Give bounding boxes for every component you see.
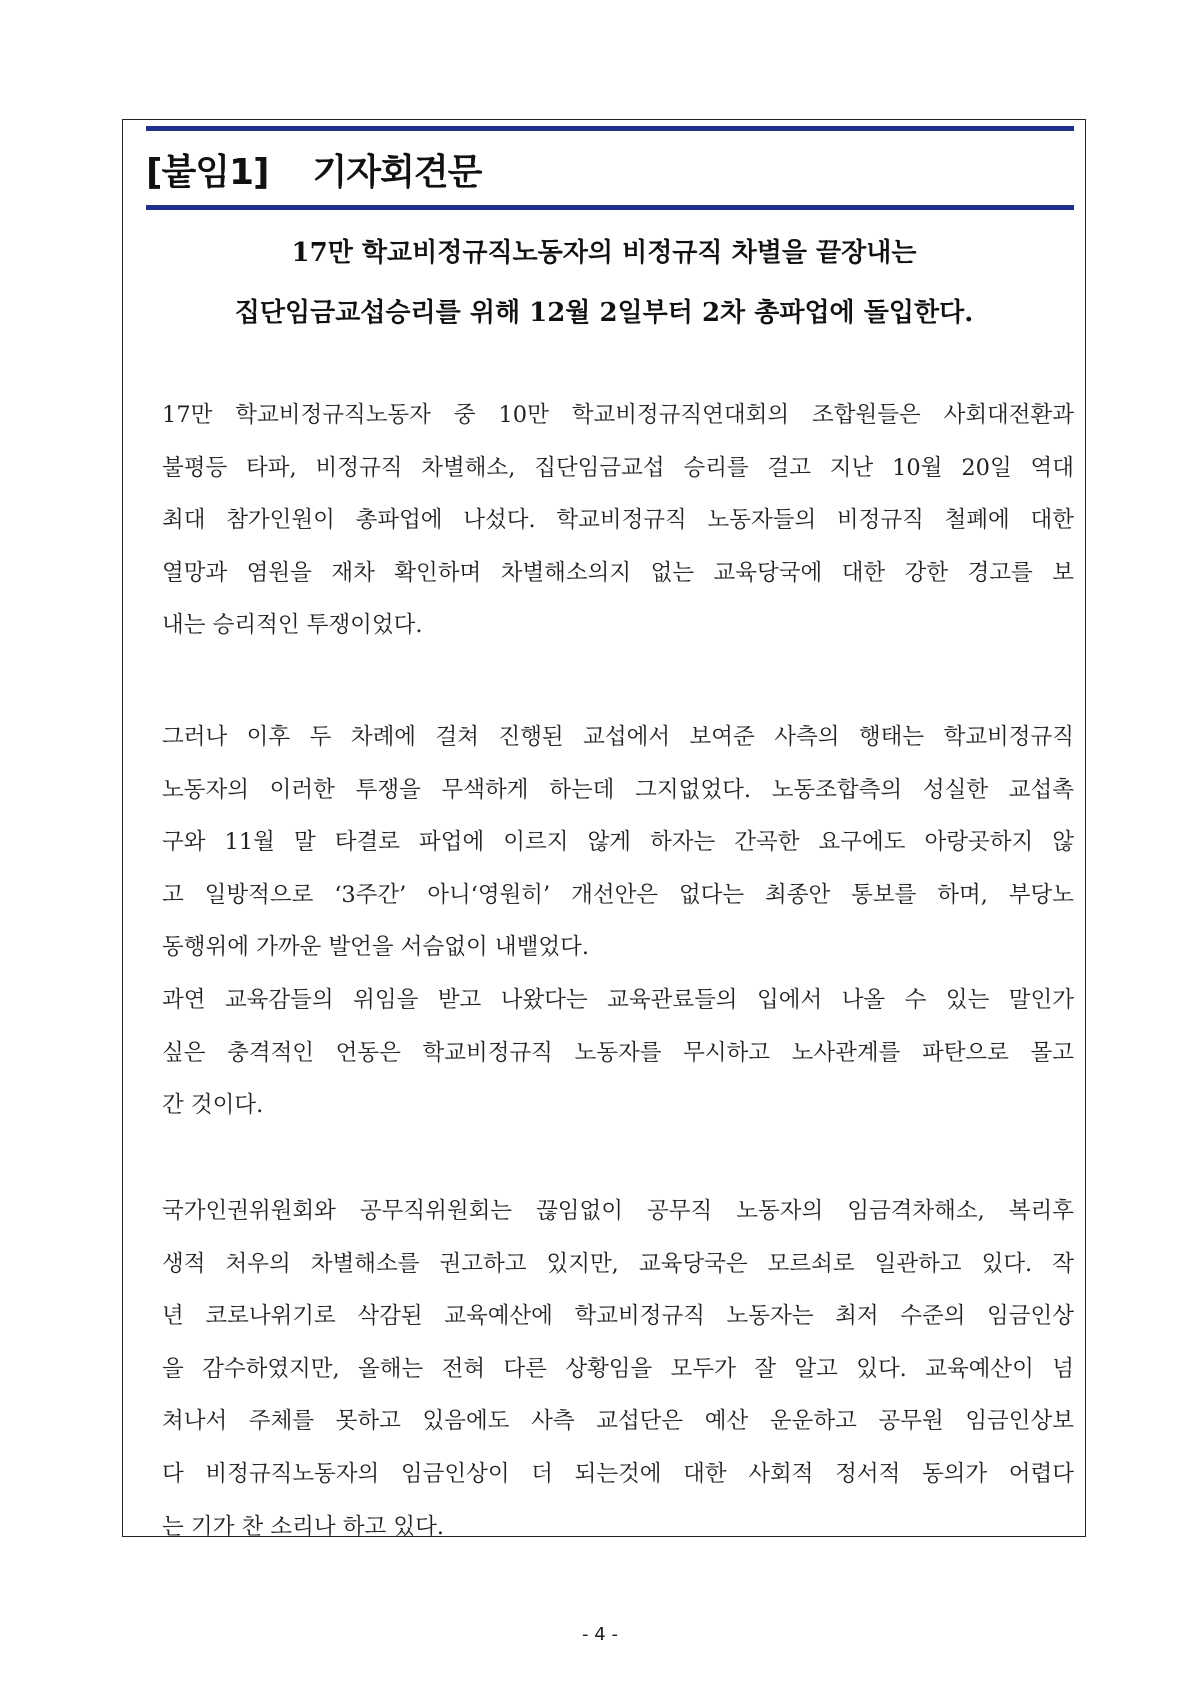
paragraph-line: 는 기가 찬 소리나 하고 있다. xyxy=(162,1513,444,1540)
paragraph-line: 동행위에 가까운 발언을 서슴없이 내뱉었다. xyxy=(162,934,589,961)
paragraph-line: 내는 승리적인 투쟁이었다. xyxy=(162,612,423,639)
paragraph-line: 년 코로나위기로 삭감된 교육예산에 학교비정규직 노동자는 최저 수준의 임금인상 xyxy=(162,1303,1074,1330)
paragraph-line: 과연 교육감들의 위임을 받고 나왔다는 교육관료들의 입에서 나올 수 있는 말인가 xyxy=(162,986,1074,1013)
paragraph-line: 17만 학교비정규직노동자 중 10만 학교비정규직연대회의 조합원들은 사회대전환과 xyxy=(162,402,1074,428)
paragraph-line: 을 감수하였지만, 올해는 전혀 다른 상황임을 모두가 잘 알고 있다. 교육예산이 넘 xyxy=(162,1355,1074,1382)
paragraph-line: 싶은 충격적인 언동은 학교비정규직 노동자를 무시하고 노사관계를 파탄으로 몰고 xyxy=(162,1039,1074,1066)
section-header xyxy=(146,140,481,198)
page-number: - 4 - xyxy=(582,1624,618,1645)
paragraph-line: 국가인권위원회와 공무직위원회는 끊임없이 공무직 노동자의 임금격차해소, 복리후 xyxy=(162,1198,1074,1224)
paragraph-line: 최대 참가인원이 총파업에 나섰다. 학교비정규직 노동자들의 비정규직 철폐에 대한 xyxy=(162,507,1074,534)
paragraph-line: 열망과 염원을 재차 확인하며 차별해소의지 없는 교육당국에 대한 강한 경고를 보 xyxy=(162,559,1074,586)
paragraph-line: 그러나 이후 두 차례에 걸쳐 진행된 교섭에서 보여준 사측의 행태는 학교비정규직 xyxy=(162,724,1074,750)
paragraph-3 xyxy=(162,1185,1074,1553)
section-title: 기자회견문 xyxy=(312,151,482,193)
paragraph-line: 다 비정규직노동자의 임금인상이 더 되는것에 대한 사회적 정서적 동의가 어렵다 xyxy=(162,1460,1074,1487)
headline-line-2: 집단임금교섭승리를 위해 12월 2일부터 2차 총파업에 돌입한다. xyxy=(234,298,974,328)
paragraph-line: 노동자의 이러한 투쟁을 무색하게 하는데 그지없었다. 노동조합측의 성실한 교섭촉 xyxy=(162,776,1074,803)
header-rule-top xyxy=(146,126,1074,131)
attachment-tag: [붙임1] xyxy=(146,151,269,193)
paragraph-1 xyxy=(162,389,1074,652)
paragraph-line: 간 것이다. xyxy=(162,1092,264,1119)
paragraph-line: 불평등 타파, 비정규직 차별해소, 집단임금교섭 승리를 걸고 지난 10월 20일 역대 xyxy=(162,454,1074,481)
paragraph-line: 고 일방적으로 ‘3주간’ 아니‘영원히’ 개선안은 없다는 최종안 통보를 하며, 부당노 xyxy=(162,881,1074,908)
paragraph-line: 쳐나서 주체를 못하고 있음에도 사측 교섭단은 예산 운운하고 공무원 임금인상보 xyxy=(162,1408,1074,1435)
header-rule-bottom xyxy=(146,205,1074,210)
headline-line-1: 17만 학교비정규직노동자의 비정규직 차별을 끝장내는 xyxy=(291,238,917,268)
paragraph-line: 생적 처우의 차별해소를 권고하고 있지만, 교육당국은 모르쇠로 일관하고 있다. 작 xyxy=(162,1250,1074,1277)
paragraph-line: 구와 11월 말 타결로 파업에 이르지 않게 하자는 간곡한 요구에도 아랑곳하지 않 xyxy=(162,829,1074,856)
paragraph-2 xyxy=(162,711,1074,1132)
